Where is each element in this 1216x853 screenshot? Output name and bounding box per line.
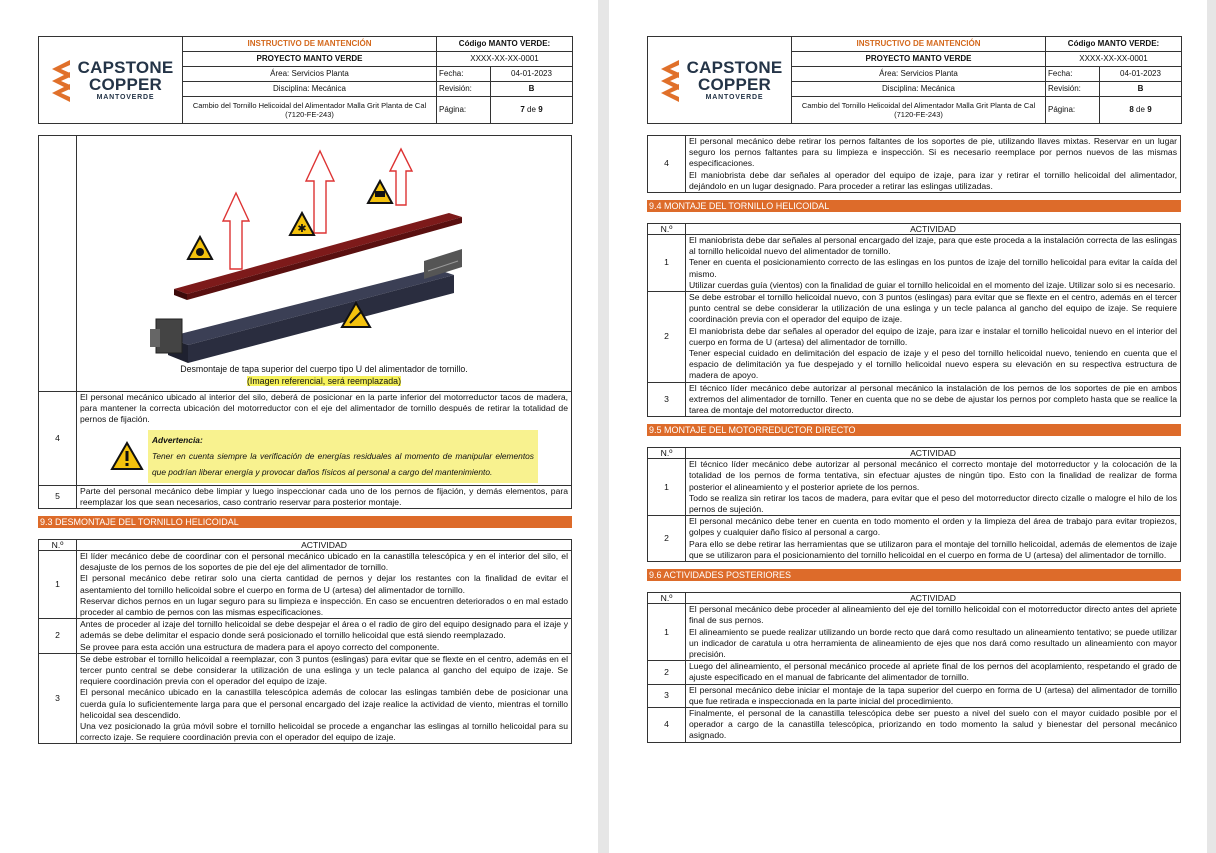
page-total: 9: [538, 105, 543, 114]
project-name: PROYECTO MANTO VERDE: [792, 52, 1046, 67]
table-row: [648, 604, 1181, 661]
document-page-7: [0, 0, 598, 853]
section-heading: 9.6 ACTIVIDADES POSTERIORES: [647, 569, 1181, 581]
warning-title: Advertencia:: [152, 434, 203, 445]
document-subject: Cambio del Tornillo Helicoidal del Alimentador Malla Grit Planta de Cal (7120-FE-243): [183, 97, 437, 124]
page-label: Página:: [437, 97, 491, 124]
activity-table: [647, 447, 1181, 562]
warning-callout: [110, 430, 538, 483]
page-current: 8: [1129, 105, 1134, 114]
step-description: [686, 707, 1181, 742]
date-value: 04-01-2023: [491, 67, 573, 82]
column-header-number: N.º: [648, 224, 686, 235]
code-label: Código MANTO VERDE:: [437, 37, 573, 52]
document-header: [647, 36, 1182, 124]
step-description: [686, 382, 1181, 417]
capstone-logo-icon: [48, 58, 74, 102]
page-number: [491, 97, 573, 124]
step-text: El personal mecánico debe iniciar el montaje de la tapa superior del cuerpo en forma de U (artesa) del alimentador de tornillo que fue retirada e inspeccionada en la parte inicial del procedimiento.: [689, 684, 1177, 706]
activity-table: [647, 223, 1181, 417]
logo-subtitle: MANTOVERDE: [705, 93, 764, 101]
step-text: Reservar dichos pernos en un lugar seguro para su limpieza e inspección. En caso se encuentren deteriorados o en mal estado proceder al cambio de pernos con las mismas especificaciones.: [80, 595, 568, 618]
table-row: [648, 661, 1181, 684]
step-text: El alineamiento se puede realizar utilizando un borde recto que dará como resultado un alineamiento tentativo; se puede utilizar un indicador de caratula u otra herramienta de alineamiento de ejes que nos dará como resultado un alineamiento con mayor precisión.: [689, 626, 1177, 659]
step-text: El personal mecánico debe retirar los pernos faltantes de los soportes de pie, utilizando llaves mixtas. Reservar en un lugar seguro los pernos faltantes para su limpieza e inspección. Si es necesario reemplace por pernos nuevos de las mismas especificaciones.: [689, 136, 1177, 169]
step-number: 2: [648, 661, 686, 684]
table-row: [648, 235, 1181, 292]
step-number: 3: [648, 382, 686, 417]
step-description: [686, 604, 1181, 661]
date-label: Fecha:: [1046, 67, 1100, 82]
step-description: [686, 661, 1181, 684]
step-number: 4: [39, 392, 77, 486]
step-text: Luego del alineamiento, el personal mecánico procede al apriete final de los pernos del acoplamiento, respetando el grado de ajuste especificado en el manual de fabricante del alimentador de tornillo.: [689, 661, 1177, 683]
code-value: XXXX-XX-XX-0001: [1046, 52, 1182, 67]
page-of: de: [527, 105, 536, 114]
step-text: Tener en cuenta el posicionamiento correcto de las eslingas en los puntos de izaje del tornillo helicoidal para evitar la caída del mismo.: [689, 257, 1177, 279]
step-number: 1: [648, 604, 686, 661]
doc-type: INSTRUCTIVO DE MANTENCIÓN: [792, 37, 1046, 52]
code-label: Código MANTO VERDE:: [1046, 37, 1182, 52]
logo-word-2: COPPER: [89, 74, 162, 94]
column-header-activity: ACTIVIDAD: [77, 540, 572, 551]
step-text: El personal mecánico debe tener en cuenta en todo momento el orden y la limpieza del área de trabajo para evitar tropiezos, golpes y cualquier daño físico al personal a cargo.: [689, 516, 1177, 538]
table-row: [648, 382, 1181, 417]
column-header-number: N.º: [648, 448, 686, 459]
table-row: [648, 292, 1181, 383]
logo-word-1: CAPSTONE: [77, 57, 174, 77]
page-label: Página:: [1046, 97, 1100, 124]
step-text: El personal mecánico debe proceder al alineamiento del eje del tornillo helicoidal con el motorreductor directo antes del apriete final de sus pernos.: [689, 604, 1177, 626]
svg-text:✱: ✱: [297, 221, 307, 235]
revision-value: B: [491, 82, 573, 97]
feeder-illustration: [144, 141, 504, 363]
section-heading-9-3: 9.3 DESMONTAJE DEL TORNILLO HELICOIDAL: [38, 516, 572, 528]
page-of: de: [1136, 105, 1145, 114]
logo-subtitle: MANTOVERDE: [96, 93, 155, 101]
step-number: 3: [39, 653, 77, 744]
company-logo: [648, 37, 792, 124]
document-subject: Cambio del Tornillo Helicoidal del Alimentador Malla Grit Planta de Cal (7120-FE-243): [792, 97, 1046, 124]
step-description: [77, 619, 572, 654]
step-text: Se debe estrobar el tornillo helicoidal a reemplazar, con 3 puntos (eslingas) para evitar que se flexte en el centro, además en el tercer punto central se debe considerar la utilización de una eslinga y un tecle palanca al gancho del equipo de izaje. Se requiere coordinación previa con el operador del equipo de izaje.: [80, 653, 568, 687]
warning-icon: [110, 441, 144, 471]
step-text: Tener especial cuidado en delimitación del espacio de izaje y el peso del tornillo helicoidal nuevo, teniendo en cuenta que el espacio de delimitación ya fue despejado y el tornillo helicoidal nuevo espera su elevación en su respectiva estructura de madera de apoyo.: [689, 348, 1177, 381]
document-page-8: [609, 0, 1207, 853]
step-text: El líder mecánico debe de coordinar con el personal mecánico ubicado en la canastilla telescópica y en el interior del silo, el desajuste de los pernos de los soportes de pie del eje del alimentador de tornillo.: [80, 551, 568, 573]
step-text: Una vez posicionado la grúa móvil sobre el tornillo helicoidal se procede a enganchar las eslingas al tornillo helicoidal para su correcto izaje. Se requiere coordinación previa con el operador del equipo de izaje.: [80, 721, 568, 743]
step-description: [686, 235, 1181, 292]
step-text: Se debe estrobar el tornillo helicoidal nuevo, con 3 puntos (eslingas) para evitar que se flexte en el centro, además en el tercer punto central se debe considerar la utilización de una eslinga y un tecle palanca al gancho del equipo de izaje. Se requiere coordinación previa con el operador del equipo de izaje.: [689, 292, 1177, 325]
step-description: [686, 136, 1181, 193]
step-number: 1: [648, 235, 686, 292]
column-header-activity: ACTIVIDAD: [686, 224, 1181, 235]
code-value: XXXX-XX-XX-0001: [437, 52, 573, 67]
date-label: Fecha:: [437, 67, 491, 82]
step-text: Antes de proceder al izaje del tornillo helicoidal se debe despejar el área o el radio de giro del equipo designado para el izaje y además se debe delimitar el espacio donde será posicionado el tornillo helicoidal que está siendo reemplazado.: [80, 619, 568, 641]
discipline: Disciplina: Mecánica: [183, 82, 437, 97]
step-text: Utilizar cuerdas guía (vientos) con la finalidad de guiar el tornillo helicoidal en el momento del izaje. Utilizar solo si es necesario.: [689, 279, 1176, 290]
section-heading: 9.4 MONTAJE DEL TORNILLO HELICOIDAL: [647, 200, 1181, 212]
step-description: [77, 551, 572, 619]
column-header-number: N.º: [648, 593, 686, 604]
figure-caption: Desmontaje de tapa superior del cuerpo tipo U del alimentador de tornillo.: [180, 363, 468, 374]
page-current: 7: [520, 105, 525, 114]
activity-table: [647, 592, 1181, 742]
company-logo: [39, 37, 183, 124]
step-description: [686, 459, 1181, 516]
table-row: [39, 653, 572, 744]
date-value: 04-01-2023: [1100, 67, 1182, 82]
step-description: [686, 292, 1181, 383]
step-description: [686, 516, 1181, 562]
revision-label: Revisión:: [437, 82, 491, 97]
step-number: 2: [648, 292, 686, 383]
step-number: 5: [39, 485, 77, 508]
step-number: 4: [648, 136, 686, 193]
step-text: El personal mecánico ubicado al interior del silo, deberá de posicionar en la parte inferior del motorreductor tacos de madera, para mantener la correcta ubicación del motorreductor con el eje del alimentador de tornillo después de retirar la totalidad de pernos de fijación.: [80, 392, 568, 425]
step-number: 2: [648, 516, 686, 562]
project-name: PROYECTO MANTO VERDE: [183, 52, 437, 67]
figure-screw-feeder: [77, 136, 572, 392]
column-header-activity: ACTIVIDAD: [686, 593, 1181, 604]
step-number: 3: [648, 684, 686, 707]
step-description: [77, 392, 572, 486]
logo-word-1: CAPSTONE: [686, 57, 783, 77]
capstone-logo-icon: [657, 58, 683, 102]
revision-label: Revisión:: [1046, 82, 1100, 97]
warning-text: Tener en cuenta siempre la verificación de energías residuales al momento de manipular elementos que podrían liberar energía y provocar daños físicos al personal a cargo del mantenimiento.: [152, 450, 534, 477]
step-text: El técnico líder mecánico debe autorizar al personal mecánico la instalación de los pernos de los soportes de pie en ambos extremos del alimentador de tornillo. Tener en cuenta que no se debe de ajustar los pernos por completo hasta que se realice la tarea de montaje del motorreductor directo.: [689, 382, 1177, 416]
column-header-number: N.º: [39, 540, 77, 551]
step-number: 4: [648, 707, 686, 742]
table-row: [648, 516, 1181, 562]
step-text: El maniobrista debe dar señales al operador del equipo de izaje, para izar e instalar el tornillo helicoidal nuevo en el interior del cuerpo en forma de U (artesa) del alimentador de tornillo.: [689, 325, 1177, 347]
logo-word-2: COPPER: [698, 74, 771, 94]
page-number: [1100, 97, 1182, 124]
steps-table-continued: [647, 135, 1181, 193]
table-row: [39, 551, 572, 619]
step-text: Parte del personal mecánico debe limpiar y luego inspeccionar cada uno de los pernos de fijación, y demás elementos, para reemplazar los que sean necesarios, caso contrario reservar para posterior montaje.: [77, 485, 572, 508]
column-header-activity: ACTIVIDAD: [686, 448, 1181, 459]
step-text: El maniobrista debe dar señales al personal encargado del izaje, para que este proceda a la instalación correcta de las eslingas al tornillo helicoidal nuevo del alimentador de tornillo.: [689, 235, 1177, 257]
revision-value: B: [1100, 82, 1182, 97]
step-text: El maniobrista debe dar señales al operador del equipo de izaje, para izar y retirar el tornillo helicoidal del alimentador, dejándolo en un lugar designado. Para proceder a retirar las eslingas utilizadas.: [689, 169, 1177, 191]
step-text: Para ello se debe retirar las herramientas que se utilizaron para el montaje del tornillo helicoidal, además de elementos de izaje que se utilizaron para el posicionamiento del tornillo helicoidal en el cuerpo en forma de U (artesa) del alimentador de tornillo.: [689, 538, 1177, 560]
step-text: Se provee para esta acción una estructura de madera para el apoyo correcto del componente.: [80, 641, 440, 652]
step-description: [77, 653, 572, 744]
table-row: [648, 459, 1181, 516]
section-heading: 9.5 MONTAJE DEL MOTORREDUCTOR DIRECTO: [647, 424, 1181, 436]
area: Área: Servicios Planta: [183, 67, 437, 82]
document-header: [38, 36, 573, 124]
step-text: Finalmente, el personal de la canastilla telescópica debe ser puesto a nivel del suelo con el mayor cuidado posible por el operador a cargo de la canastilla telescópica, priorizando en todo momento la salud y bienestar del personal mecánico asignado.: [689, 707, 1177, 741]
step-number: 2: [39, 619, 77, 654]
step-text: El técnico líder mecánico debe autorizar al personal mecánico el correcto montaje del motorreductor y la colocación de la totalidad de los pernos de forma tentativa, sin efectuar ajustes de ningún tipo. Esto con la finalidad de realizar de forma posterior el alineamiento y el posterior apriete de los pernos.: [689, 459, 1177, 492]
step-number: 1: [648, 459, 686, 516]
doc-type: INSTRUCTIVO DE MANTENCIÓN: [183, 37, 437, 52]
step-number: 1: [39, 551, 77, 619]
steps-table-continued: [38, 135, 572, 509]
step-text: El personal mecánico debe retirar solo una cierta cantidad de pernos y dejar los restantes con la finalidad de evitar el asentamiento del tornillo helicoidal sobre el cuerpo en forma de U (artesa) del alimentador de tornillo.: [80, 573, 568, 595]
area: Área: Servicios Planta: [792, 67, 1046, 82]
table-row: [648, 684, 1181, 707]
activity-table-9-3: [38, 539, 572, 744]
page-total: 9: [1147, 105, 1152, 114]
table-row: [39, 619, 572, 654]
step-description: [686, 684, 1181, 707]
step-text: Todo se realiza sin retirar los tacos de madera, para evitar que el peso del motorreductor directo cizalle o malogre el hilo de los pernos de sujeción.: [689, 492, 1177, 515]
figure-note: (Imagen referencial, será reemplazada): [246, 375, 402, 386]
discipline: Disciplina: Mecánica: [792, 82, 1046, 97]
step-text: El personal mecánico ubicado en la canastilla telescópica además de colocar las eslingas también debe de posicionar una cuerda guía lo suficientemente larga para que el personal encargado del izaje realice la actividad de viento, mientras el tornillo helicoidal sea descendido.: [80, 687, 568, 720]
table-row: [648, 707, 1181, 742]
